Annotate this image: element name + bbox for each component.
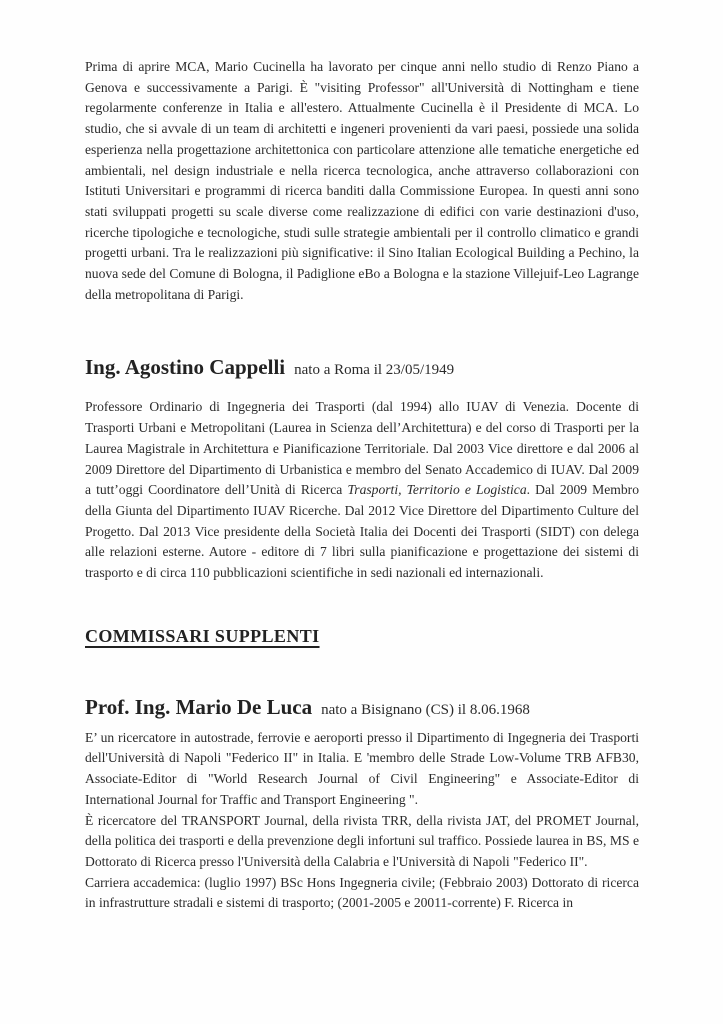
paragraph-de-luca-bio-3: Carriera accademica: (luglio 1997) BSc Hons Ingegneria civile; (Febbraio 2003) Dottorato di ricerca in infrastrutture stradali e sistemi di trasporto; (2001-2005 e 20011-corrente) F. Ricerca in — [85, 874, 639, 911]
document-content — [85, 57, 639, 914]
cappelli-bio-text-1: Professore Ordinario di Ingegneria dei Trasporti (dal 1994) allo IUAV di Venezia. Docente di Trasporti Urbani e Metropolitani (Laurea in Scienza dell’Architettura) e del corso di Trasporti per la Laurea Magistrale in Architettura e Pianificazione Territoriale. Dal 2003 Vice direttore e dal 2006 al 2009 Direttore del Dipartimento di Urbanistica e membro del Senato Accademico di IUAV. Dal 2009 a tutt’oggi Coordinatore dell’Unità di Ricerca — [85, 399, 639, 498]
cappelli-birth-info: nato a Roma il 23/05/1949 — [294, 362, 455, 379]
cappelli-bio-text-2: . Dal 2009 Membro della Giunta del Dipartimento IUAV Ricerche. Dal 2012 Vice Direttore del Dipartimento Culture del Progetto. Dal 2013 Vice presidente della Società Italia dei Docenti dei Trasporti (SIDT) con delega alle relazioni esterne. Autore - editore di 7 libri sulla pianificazione e progettazione dei sistemi di trasporto e di circa 110 pubblicazioni scientifiche in sedi nazionali ed internazionali. — [85, 482, 639, 581]
de-luca-birth-info: nato a Bisignano (CS) il 8.06.1968 — [321, 701, 530, 718]
paragraph-cappelli-bio — [85, 397, 639, 583]
heading-de-luca — [85, 694, 639, 723]
paragraph-cucinella-bio: Prima di aprire MCA, Mario Cucinella ha lavorato per cinque anni nello studio di Renzo Piano a Genova e successivamente a Parigi. È "visiting Professor" all'Università di Nottingham e tiene regolarmente conferenze in Italia e all'estero. Attualmente Cucinella è il Presidente di MCA. Lo studio, che si avvale di un team di architetti e ingeneri provenienti da vari paesi, possiede una solida esperienza nella progettazione architettonica con particolare attenzione alle tematiche energetiche ed ambientali, nel design industriale e nella ricerca tecnologica, anche attraverso collaborazioni con Istituti Universitari e programmi di ricerca banditi dalla Commissione Europea. In questi anni sono stati sviluppati progetti su scale diverse come realizzazione di edifici con varie destinazioni d'uso, ricerche tipologiche e tecnologiche, studi sulle strategie ambientali per il controllo climatico e grandi progetti urbani. Tra le realizzazioni più significative: il Sino Italian Ecological Building a Pechino, la nuova sede del Comune di Bologna, il Padiglione eBo a Bologna e la stazione Villejuif-Leo Lagrange della metropolitana di Parigi. — [85, 59, 639, 302]
commissari-supplenti-label: COMMISSARI SUPPLENTI — [85, 625, 320, 646]
paragraph-de-luca-bio-2: È ricercatore del TRANSPORT Journal, della rivista TRR, della rivista JAT, del PROMET Journal, della politica dei trasporti e della prevenzione degli infortuni sul traffico. Possiede laurea in BS, MS e Dottorato di Ricerca presso l'Università della Calabria e l'Università di Napoli "Federico II". — [85, 812, 639, 869]
cappelli-name: Ing. Agostino Cappelli — [85, 355, 286, 380]
de-luca-name: Prof. Ing. Mario De Luca — [85, 694, 313, 719]
cappelli-research-unit-title: Trasporti, Territorio e Logistica — [347, 482, 527, 498]
heading-commissari-supplenti — [85, 624, 639, 648]
paragraph-de-luca-bio-1: E’ un ricercatore in autostrade, ferrovie e aeroporti presso il Dipartimento di Ingegneria dei Trasporti dell'Università di Napoli "Federico II" in Italia. E 'membro delle Strade Low-Volume TRB AFB30, Associate-Editor di "World Research Journal of Civil Engineering" e Associate-Editor di International Journal for Traffic and Transport Engineering ". — [85, 729, 639, 807]
heading-cappelli — [85, 354, 639, 383]
